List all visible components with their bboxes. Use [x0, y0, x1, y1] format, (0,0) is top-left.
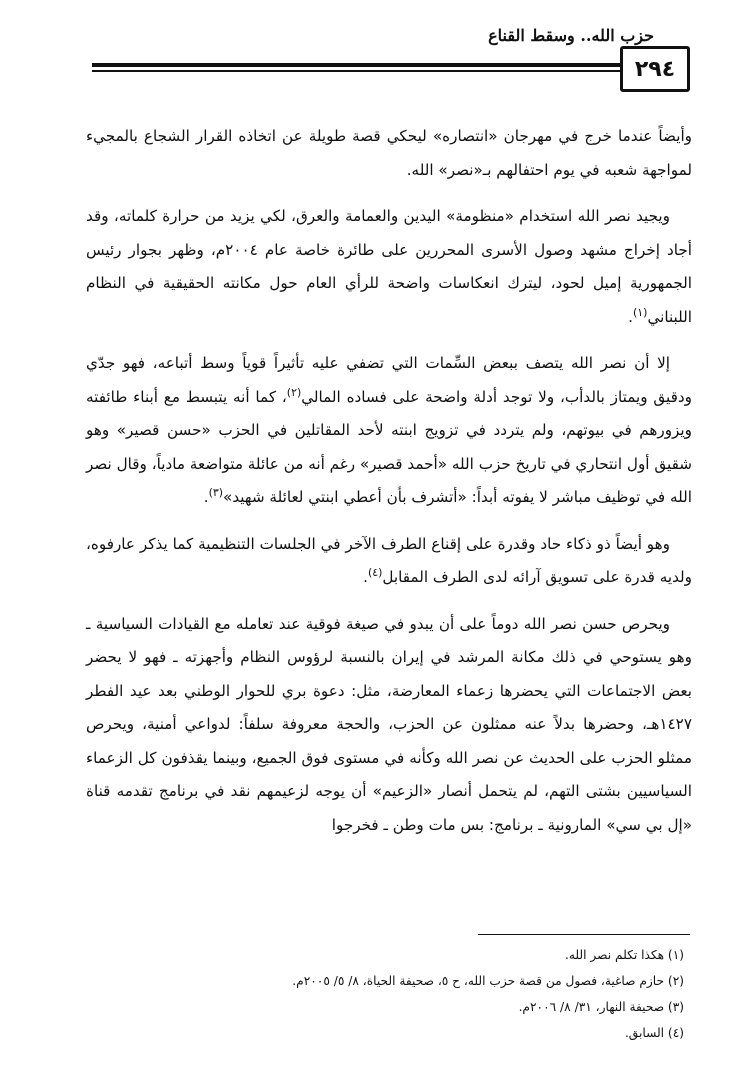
- paragraph: [86, 608, 692, 843]
- paragraph: [86, 347, 692, 515]
- paragraph-text: ويحرص حسن نصر الله دوماً على أن يبدو في صيغة فوقية عند تعامله مع القيادات السياسية ـ وهو يستوحي في ذلك مكانة المرشد في إيران بالنسبة لرؤوس النظام وأجهزته ـ فهو لا يحضر بعض الاجتماعات التي يحضرها زعماء المعارضة، مثل: دعوة بري للحوار الوطني بعد عيد الفطر ١٤٢٧هـ، وحضرها بدلاً عنه ممثلون عن الحزب، والحجة معروفة سلفاً: لدواعي أمنية، ويحرص ممثلو الحزب على الحديث عن نصر الله وكأنه في مستوى فوق الجميع، وبينما يقذفون كل الزعماء السياسيين بشتى التهم، لم يتحمل أنصار «الزعيم» أن يوجه لزعيمهم نقد في برنامج تقدمه قناة «إل بي سي» المارونية ـ برنامج: بس مات وطن ـ فخرجوا: [86, 614, 692, 834]
- paragraph-text: إلا أن نصر الله يتصف ببعض السِّمات التي تضفي عليه تأثيراً قوياً وسط أتباعه، فهو جدّي ودقيق ويمتاز بالدأب، ولا توجد أدلة واضحة على فساده المالي: [86, 354, 692, 406]
- header-rule-thin: [92, 70, 650, 72]
- paragraph-text: وهو أيضاً ذو ذكاء حاد وقدرة على إقناع الطرف الآخر في الجلسات التنظيمية كما يذكر عارفوه، ولديه قدرة على تسويق آرائه لدى الطرف المقابل: [86, 534, 692, 586]
- paragraph-text-end: .: [628, 307, 633, 326]
- header-rule-thick: [92, 63, 650, 67]
- footnote-separator: [478, 934, 690, 935]
- footnote-item: (٢) حازم صاغية، فصول من قصة حزب الله، ح ٥، صحيفة الحياة، ٨/ ٥/ ٢٠٠٥م.: [292, 974, 684, 988]
- paragraph-text: ويجيد نصر الله استخدام «منظومة» اليدين والعمامة والعرق، لكي يزيد من حرارة كلماته، وقد أجاد إخراج مشهد وصول الأسرى المحررين على طائرة خاصة عام ٢٠٠٤م، وظهر بجوار رئيس الجمهورية إميل لحود، ليترك انعكاسات واضحة للرأي العام حول مكانته الحقيقية في النظام اللبناني: [86, 207, 692, 326]
- page-number: ٢٩٤: [620, 46, 690, 92]
- main-text: [86, 120, 692, 855]
- paragraph-text-end: .: [363, 568, 368, 586]
- footnote-reference[interactable]: (٢): [286, 385, 302, 399]
- footnotes: [120, 942, 684, 1046]
- paragraph: [86, 120, 692, 187]
- footnote-item: (١) هكذا تكلم نصر الله.: [564, 948, 684, 962]
- footnote-item: (٤) السابق.: [624, 1026, 684, 1040]
- running-header-title: حزب الله.. وسقط القناع: [488, 26, 654, 45]
- footnote-item: (٣) صحيفة النهار، ٣١/ ٨/ ٢٠٠٦م.: [518, 1000, 684, 1014]
- footnote-reference[interactable]: (٤): [367, 565, 383, 579]
- paragraph-text-continued: ، كما أنه يتبسط مع أبناء طائفته ويزورهم في بيوتهم، ولم يتردد في تزويج ابنته لأحد المقاتلين في الحزب «حسن قصير» وهو شقيق أول انتحاري في تاريخ حزب الله «أحمد قصير» رغم أنه من عائلة متواضعة مادياً، وقال نصر الله في توظيف مباشر لا يفوته أبداً: «أتشرف بأن أعطي ابنتي لعائلة شهيد»: [86, 387, 692, 506]
- footnote-reference[interactable]: (٣): [208, 485, 224, 499]
- paragraph-text-end: .: [203, 488, 209, 506]
- paragraph: [86, 200, 692, 334]
- footnote-reference[interactable]: (١): [633, 305, 648, 319]
- paragraph: [86, 528, 692, 595]
- paragraph-text: وأيضاً عندما خرج في مهرجان «انتصاره» ليحكي قصة طويلة عن اتخاذه القرار الشجاع بالمجيء لمواجهة شعبه في يوم احتفالهم بـ«نصر» الله.: [86, 127, 692, 179]
